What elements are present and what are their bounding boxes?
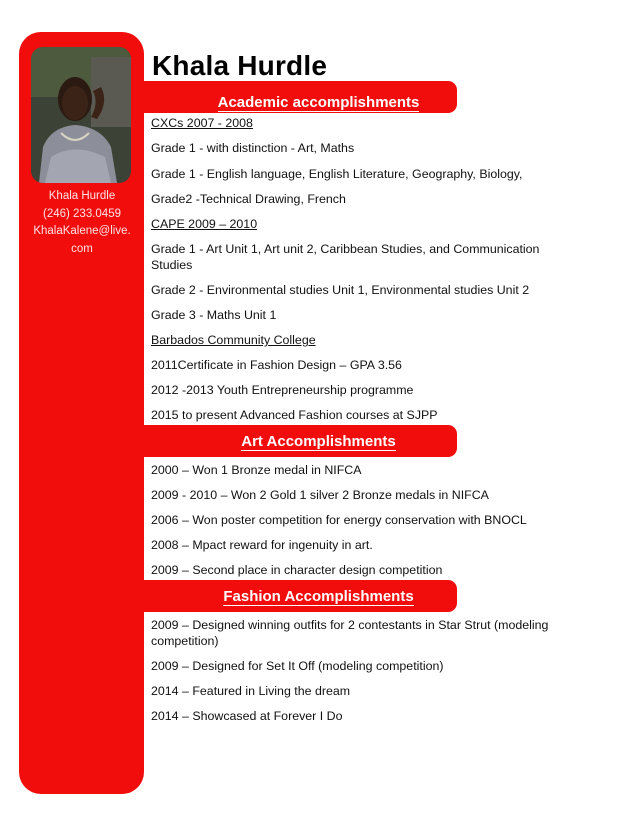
list-item: 2009 – Second place in character design competition: [151, 563, 443, 577]
contact-email: KhalaKalene@live.: [33, 225, 131, 237]
list-item: 2015 to present Advanced Fashion courses at SJPP: [151, 408, 438, 422]
list-item: Grade 1 - Art Unit 1, Art unit 2, Caribbean Studies, and Communication Studies: [151, 242, 540, 272]
list-item: 2011Certificate in Fashion Design – GPA 3.56: [151, 358, 402, 372]
contact-name: Khala Hurdle: [48, 190, 116, 202]
list-item: 2012 -2013 Youth Entrepreneurship programme: [151, 383, 414, 397]
list-item: 2009 – Designed for Set It Off (modeling competition): [151, 659, 444, 673]
contact-email-continued: com: [71, 242, 93, 255]
section-header-art: [144, 425, 457, 457]
list-item: Grade 3 - Maths Unit 1: [151, 308, 277, 322]
list-item: 2009 – Designed winning outfits for 2 contestants in Star Strut (modeling competition): [151, 618, 549, 648]
section-header-fashion: [144, 580, 457, 612]
section-title-academic: Academic accomplishments: [217, 94, 420, 111]
list-item: Grade 1 - English language, English Literature, Geography, Biology,: [151, 167, 523, 181]
list-item: Grade2 -Technical Drawing, French: [151, 192, 346, 206]
subheading: CAPE 2009 – 2010: [151, 217, 258, 231]
list-item: 2014 – Featured in Living the dream: [151, 684, 351, 698]
list-item: Grade 1 - with distinction - Art, Maths: [151, 141, 355, 155]
section-title-fashion: Fashion Accomplishments: [223, 588, 414, 605]
profile-photo: [31, 47, 131, 183]
list-item: 2014 – Showcased at Forever I Do: [151, 709, 343, 723]
contact-phone: (246) 233.0459: [42, 207, 121, 220]
section-header-academic: [144, 81, 457, 113]
list-item: Grade 2 - Environmental studies Unit 1, Environmental studies Unit 2: [151, 283, 530, 297]
list-item: 2000 – Won 1 Bronze medal in NIFCA: [151, 463, 362, 477]
subheading: Barbados Community College: [151, 333, 316, 347]
list-item: 2008 – Mpact reward for ingenuity in art.: [151, 538, 373, 552]
contact-block: [27, 188, 137, 258]
list-item: 2006 – Won poster competition for energy conservation with BNOCL: [151, 513, 527, 527]
subheading: CXCs 2007 - 2008: [151, 116, 253, 130]
section-title-art: Art Accomplishments: [241, 433, 396, 450]
list-item: 2009 - 2010 – Won 2 Gold 1 silver 2 Bronze medals in NIFCA: [151, 488, 489, 502]
page-title: Khala Hurdle: [152, 50, 328, 81]
